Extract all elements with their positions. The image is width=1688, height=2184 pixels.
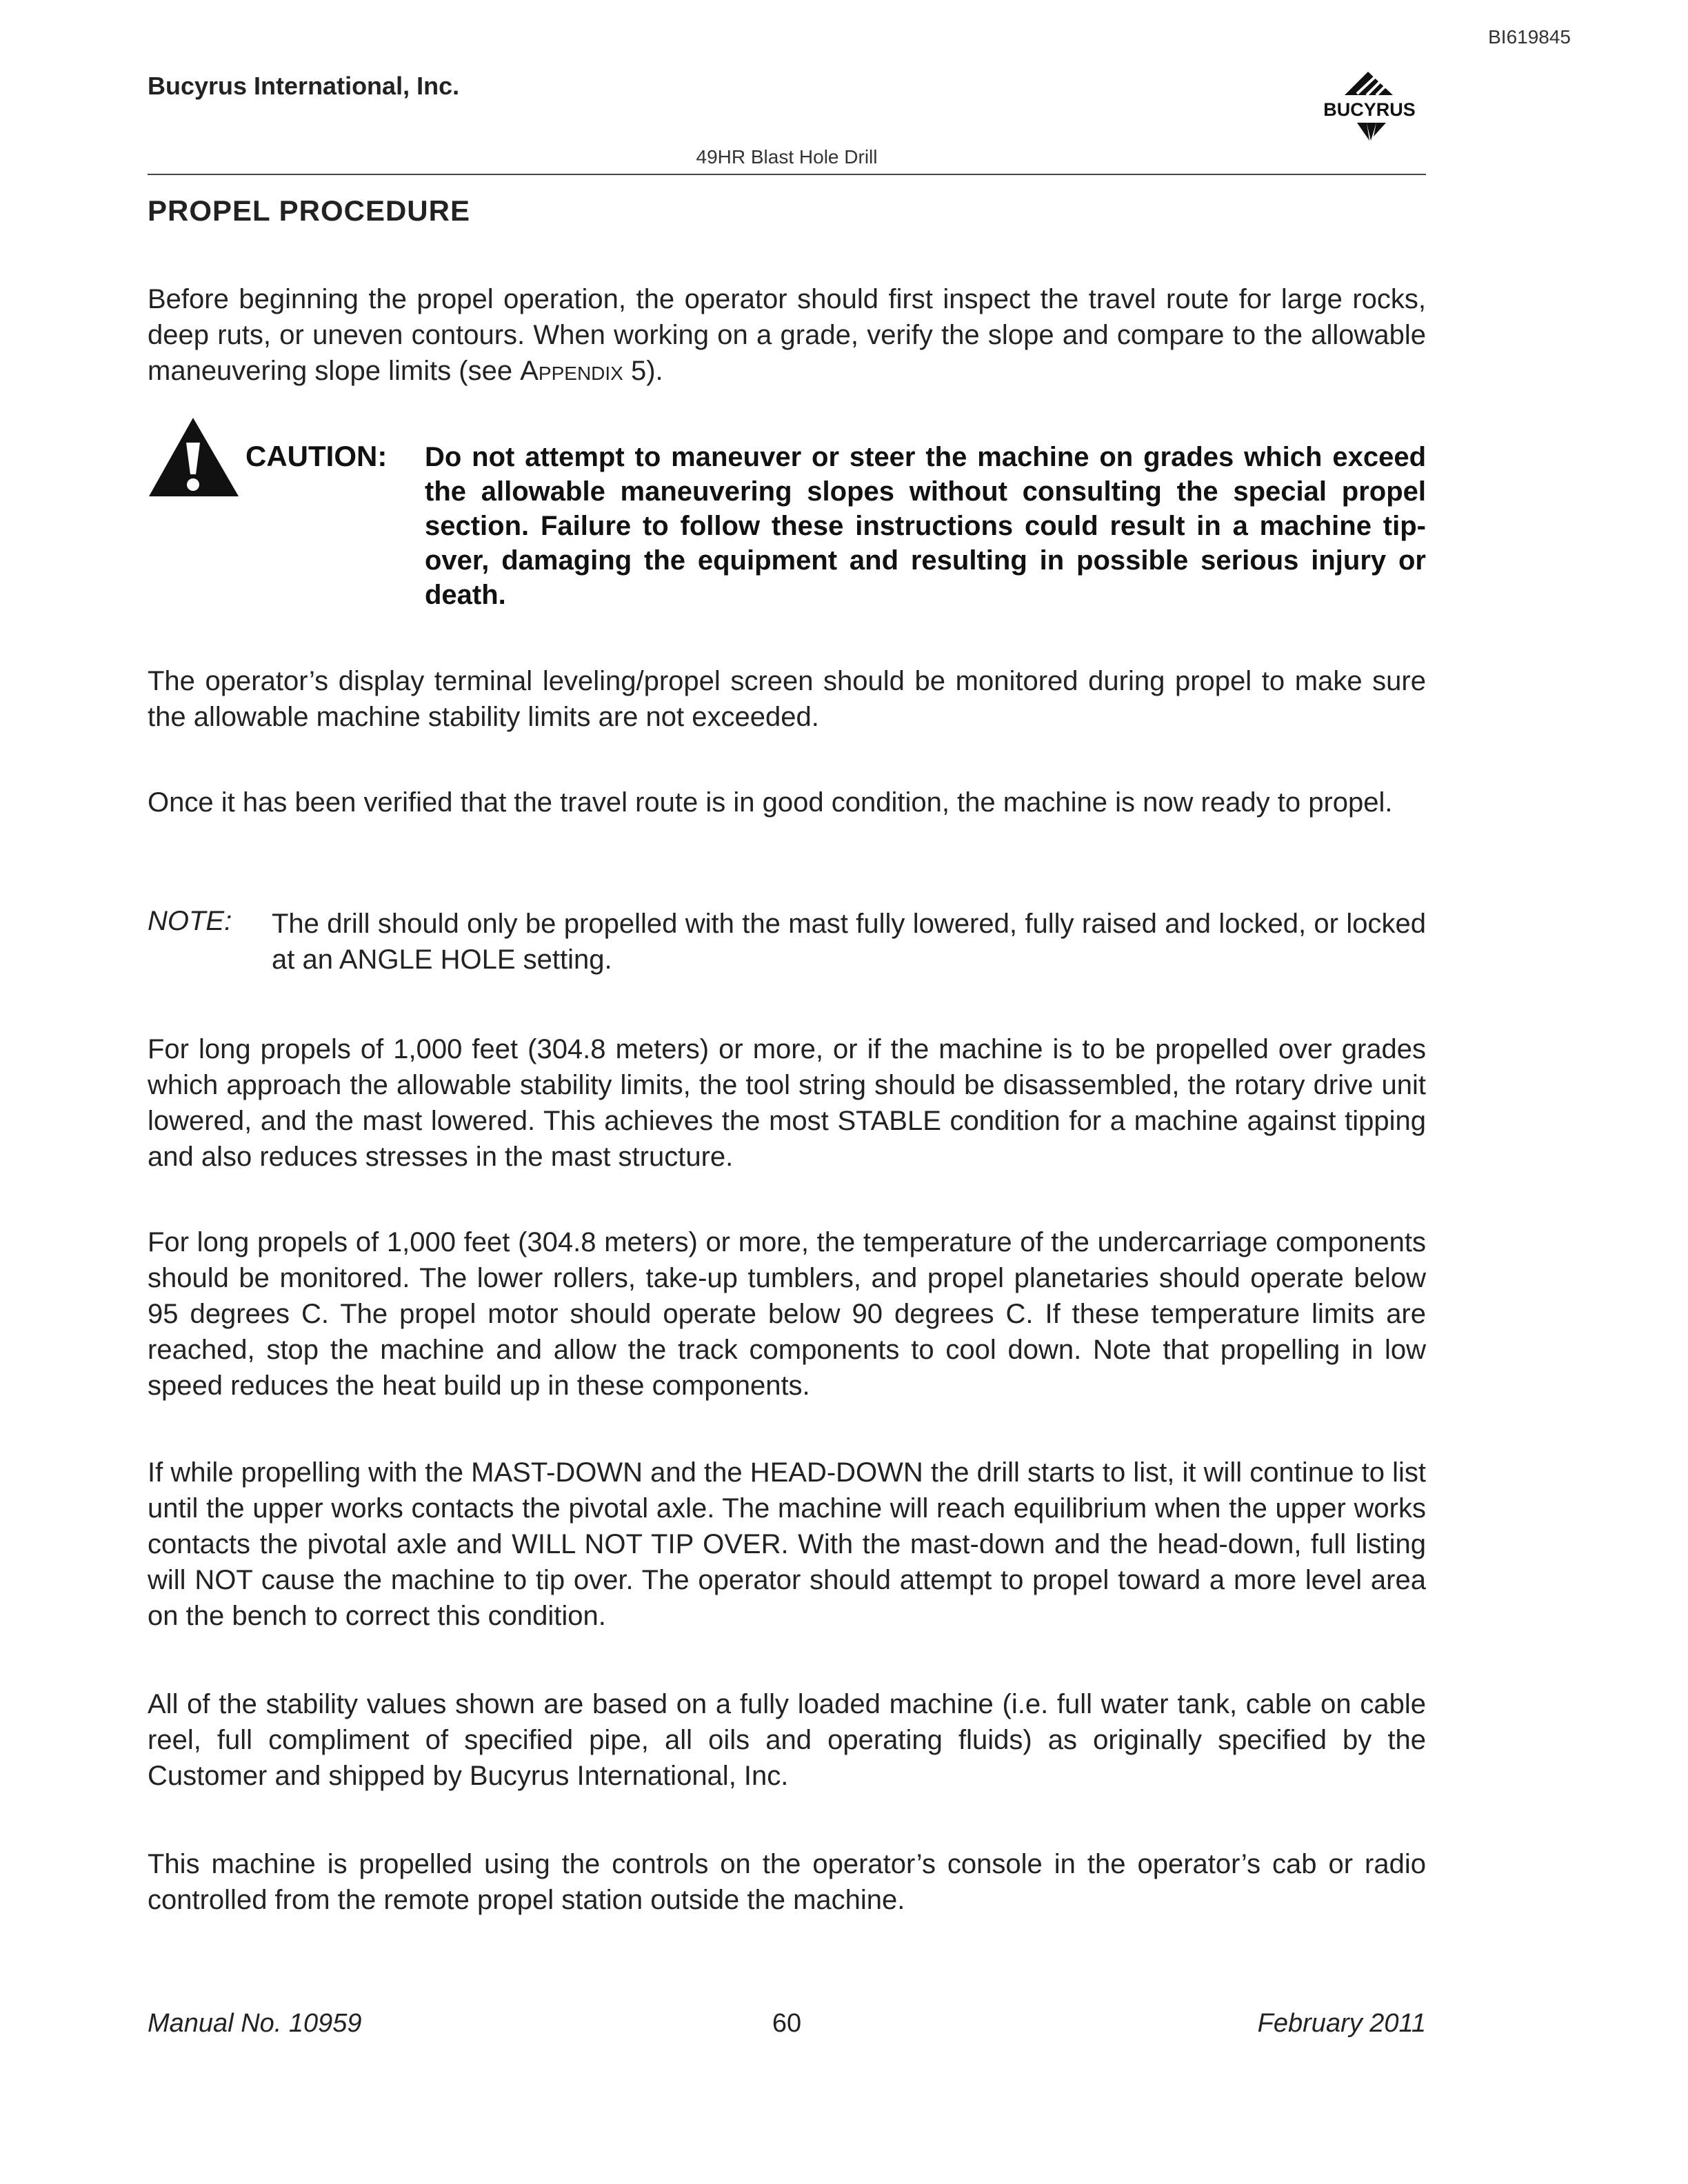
footer-manual-number: Manual No. 10959 [148,2009,362,2038]
svg-text:BUCYRUS: BUCYRUS [1323,99,1416,120]
intro-text: Before beginning the propel operation, the operator should first inspect the travel route for large rocks, deep ruts, or uneven contours. When working on a grade, verify the slope and compare to the allowable maneuvering slope limits (see [148,284,1426,386]
caution-block [148,415,1426,622]
long-propel-paragraph: For long propels of 1,000 feet (304.8 meters) or more, or if the machine is to be propelled over grades which approach the allowable stability limits, the tool string should be disassembled, the rotary drive unit lowered, and the mast lowered. This achieves the most STABLE condition for a machine against tipping and also reduces stresses in the mast structure. [148,1034,1426,1172]
header-rule [148,174,1426,175]
ready-paragraph: Once it has been verified that the travel route is in good condition, the machine is now ready to propel. [148,787,1393,818]
note-label: NOTE: [148,906,232,936]
listing-paragraph: If while propelling with the MAST-DOWN and the HEAD-DOWN the drill starts to list, it will continue to list until the upper works contacts the pivotal axle. The machine will reach equilibrium when the upper works contacts the pivotal axle and WILL NOT TIP OVER. With the mast-down and the head-down, full listing will NOT cause the machine to tip over. The operator should attempt to propel toward a more level area on the bench to correct this condition. [148,1457,1426,1631]
intro-text-end: 5). [623,356,663,386]
note-text: The drill should only be propelled with the mast fully lowered, fully raised and locked, or locked at an ANGLE HOLE setting. [272,909,1426,975]
temperature-paragraph: For long propels of 1,000 feet (304.8 meters) or more, the temperature of the undercarriage components should be monitored. The lower rollers, take-up tumblers, and propel planetaries should operate below 95 degrees C. The propel motor should operate below 90 degrees C. If these temperature limits are reached, stop the machine and allow the track components to cool down. Note that propelling in low speed reduces the heat build up in these components. [148,1227,1426,1401]
display-paragraph: The operator’s display terminal leveling/propel screen should be monitored during propel to make sure the allowable machine stability limits are not exceeded. [148,666,1426,732]
controls-paragraph: This machine is propelled using the controls on the operator’s console in the operator’s cab or radio controlled from the remote propel station outside the machine. [148,1849,1426,1915]
appendix-reference: Appendix [520,356,623,386]
footer-page-number: 60 [772,2009,802,2038]
warning-triangle-icon [148,415,245,499]
caution-label: CAUTION: [245,440,388,472]
document-id: BI619845 [1488,26,1571,48]
company-name: Bucyrus International, Inc. [148,72,460,100]
bucyrus-logo [1309,68,1430,150]
intro-paragraph [148,281,1426,389]
section-title: PROPEL PROCEDURE [148,194,470,227]
stability-paragraph: All of the stability values shown are based on a fully loaded machine (i.e. full water tank, cable on cable reel, full compliment of specified pipe, all oils and operating fluids) as originally specified by the Customer and shipped by Bucyrus International, Inc. [148,1689,1426,1791]
caution-text: Do not attempt to maneuver or steer the machine on grades which exceed the allowable maneuvering slopes without consulting the special propel section. Failure to follow these instructions could result in a machine tip-over, damaging the equipment and resulting in possible serious injury or death. [425,442,1426,610]
footer-date: February 2011 [1257,2009,1426,2038]
document-subtitle: 49HR Blast Hole Drill [696,146,878,168]
